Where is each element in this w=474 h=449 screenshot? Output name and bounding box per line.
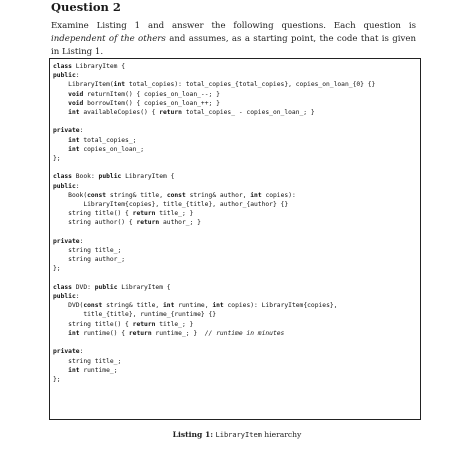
code-line: class DVD: public LibraryItem {: [53, 283, 171, 291]
code-line: DVD(const string& title, int runtime, int copies): LibraryItem{copies},: [68, 302, 338, 310]
caption-class-name: LibraryItem: [215, 431, 262, 439]
caption-label: Listing 1:: [172, 430, 214, 439]
code-line: int total_copies_;: [68, 136, 137, 144]
intro-text-end: and assumes, as a starting point, the code that is given in Listing 1.: [51, 34, 417, 57]
code-line: [53, 338, 375, 347]
code-line: };: [53, 155, 61, 163]
code-line: Book(const string& title, const string& author, int copies):: [68, 191, 296, 199]
code-line: title_{title}, runtime_{runtime} {}: [83, 311, 217, 319]
code-line: public:: [53, 72, 80, 80]
code-line: LibraryItem(int total_copies): total_copies_{total_copies}, copies_on_loan_{0} {}: [68, 81, 376, 89]
code-line: LibraryItem{copies}, title_{title}, author_{author} {}: [83, 201, 289, 209]
code-line: string author_;: [68, 256, 126, 264]
caption-text: hierarchy: [264, 430, 302, 439]
listing-caption: [0, 430, 474, 439]
code-line: };: [53, 265, 61, 273]
intro-emphasis: independent of the others: [51, 34, 166, 44]
code-line: void returnItem() { copies_on_loan_--; }: [68, 90, 220, 98]
code-listing-box: [49, 58, 421, 420]
code-line: };: [53, 375, 61, 383]
code-line: string title() { return title_; }: [68, 320, 194, 328]
question-title: Question 2: [51, 0, 121, 14]
code-line: [53, 274, 375, 283]
code-listing: [53, 62, 375, 384]
question-intro: [51, 20, 416, 59]
code-line: [53, 117, 375, 126]
code-line: private:: [53, 127, 84, 135]
code-line: public:: [53, 293, 80, 301]
code-line: string title_;: [68, 247, 122, 255]
code-line: private:: [53, 237, 84, 245]
code-line: class Book: public LibraryItem {: [53, 173, 175, 181]
code-line: int availableCopies() { return total_copies_ - copies_on_loan_; }: [68, 109, 315, 117]
code-line: [53, 163, 375, 172]
code-line: [53, 228, 375, 237]
code-line: int copies_on_loan_;: [68, 145, 145, 153]
intro-text-start: Examine Listing 1 and answer the following questions. Each question is: [51, 21, 416, 31]
code-line: string title_;: [68, 357, 122, 365]
code-line: private:: [53, 348, 84, 356]
code-line: void borrowItem() { copies_on_loan_++; }: [68, 99, 220, 107]
code-line: string author() { return author_; }: [68, 219, 201, 227]
code-line: int runtime_;: [68, 366, 118, 374]
code-line: class LibraryItem {: [53, 63, 126, 70]
code-line: public:: [53, 182, 80, 190]
code-line: string title() { return title_; }: [68, 210, 194, 218]
code-line: int runtime() { return runtime_; } // runtime in minutes: [68, 329, 285, 337]
